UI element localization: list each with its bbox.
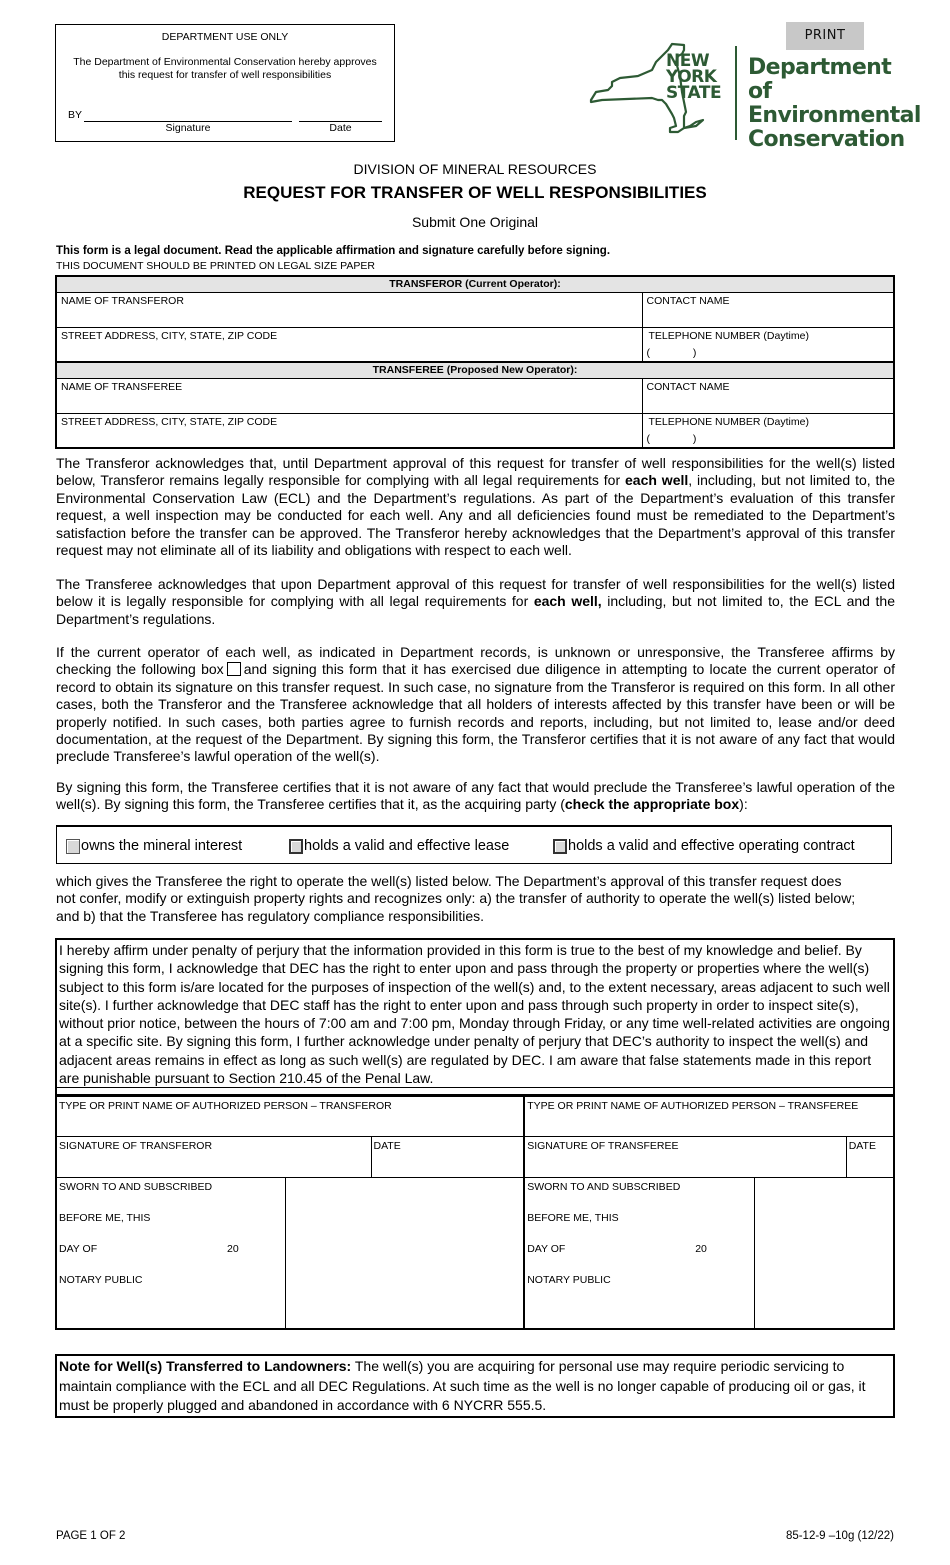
unknown-operator-checkbox[interactable] [227,662,241,676]
valid-lease-label: holds a valid and effective lease [304,838,510,854]
transferor-name-label: NAME OF TRANSFEROR [61,294,184,307]
transferee-phone-label: TELEPHONE NUMBER (Daytime) [648,415,809,428]
transferee-authorized-name-field[interactable] [524,1096,894,1136]
dept-date-label: Date [329,122,352,134]
legal-notice: This form is a legal document. Read the applicable affirmation and signature carefully before signing. [56,245,611,257]
unknown-operator-paragraph: If the current operator of each well, as indicated in Department records, is unknown or unresponsive, the Transferee affirms by checking the following box and signing this form that it has exercised due diligence in attempting to locate the current operator of record to obtain its signature on this transfer request. In such case, no signature from the Transferor is required on this form. In all other cases, both the Transferor and the Transferee acknowledge that all holders of interests affected by this transfer have been or will be properly notified. In such cases, both parties agree to furnish records and reports, including, but not limited to, lease and/or deed documentation, at the request of the Department. By signing this form, the Transferor certifies that it is not aware of any fact that would preclude Transferee’s lawful operation of the well(s). [56,644,895,765]
transferor-date-label: DATE [373,1139,401,1152]
logo-divider [735,46,737,140]
transferee-certification: By signing this form, the Transferee certifies that it is not aware of any fact that would preclude the Transferee’s lawful operation of the well(s). By signing this form, the Transferee certifies that it, as the acquiring party (check the appropriate box): [56,779,895,813]
party-information-table [55,275,895,449]
transferee-address-field[interactable] [56,413,642,448]
transferor-authorized-name-label: TYPE OR PRINT NAME OF AUTHORIZED PERSON – TRANSFEROR [59,1100,392,1112]
option-valid-lease[interactable] [289,838,509,854]
nys-dec-logo [588,42,921,152]
transferor-signature-label: SIGNATURE OF TRANSFEROR [59,1139,213,1152]
transferor-name-field[interactable] [56,292,642,327]
by-label: BY [68,109,83,121]
page-number: PAGE 1 OF 2 [56,1530,126,1542]
transferee-contact-field[interactable] [642,378,894,413]
owns-mineral-interest-label: owns the mineral interest [81,838,243,854]
paper-size-notice: THIS DOCUMENT SHOULD BE PRINTED ON LEGAL SIZE PAPER [56,260,375,272]
transferee-notary-stamp-area[interactable] [755,1178,893,1328]
transferee-notary-block [524,1177,894,1329]
dept-use-title: DEPARTMENT USE ONLY [161,31,289,43]
transferee-signature-field[interactable] [524,1136,846,1177]
transferor-contact-label: CONTACT NAME [646,294,730,307]
division-name: DIVISION OF MINERAL RESOURCES [353,161,597,177]
transferor-notary-stamp-area[interactable] [286,1178,523,1328]
print-button[interactable]: PRINT [786,22,864,50]
transferor-section-header: TRANSFEROR (Current Operator): [56,276,894,292]
transferee-date-field[interactable] [846,1136,894,1177]
department-use-box [55,24,395,142]
transferor-address-label: STREET ADDRESS, CITY, STATE, ZIP CODE [61,329,278,342]
transferee-contact-label: CONTACT NAME [646,380,730,393]
submit-instruction: Submit One Original [411,214,539,230]
transferee-phone-area-code: ( ) [646,432,697,445]
transferor-signature-field[interactable] [56,1136,371,1177]
form-title: REQUEST FOR TRANSFER OF WELL RESPONSIBILITIES [243,183,707,202]
transferee-authorized-name-label: TYPE OR PRINT NAME OF AUTHORIZED PERSON – TRANSFEREE [527,1100,859,1112]
transferee-address-label: STREET ADDRESS, CITY, STATE, ZIP CODE [61,415,278,428]
transferor-phone-field[interactable] [642,327,894,362]
operating-contract-checkbox[interactable] [553,839,567,854]
transferor-acknowledgement: The Transferor acknowledges that, until Department approval of this request for transfer of well responsibilities for the well(s) listed below, Transferor remains legally responsible for complying with all legal requirements for each well, including, but not limited to, the Environmental Conservation Law (ECL) and the Department’s regulations. As part of the Department’s evaluation of this transfer request, a well inspection may be conducted for each well. Any and all deficiencies found must be remediated to the Department’s satisfaction before the transfer can be approved. The Transferor hereby acknowledges that the Department’s approval of this transfer request may not eliminate all of its liability and obligations with respect to each well. [56,455,895,559]
transferor-phone-label: TELEPHONE NUMBER (Daytime) [648,329,809,342]
transferee-date-label: DATE [848,1139,876,1152]
transferor-notary-labels: SWORN TO AND SUBSCRIBED BEFORE ME, THIS DAY OF 20 NOTARY PUBLIC [57,1178,286,1328]
transferee-signature-label: SIGNATURE OF TRANSFEREE [527,1139,679,1152]
option-operating-contract[interactable] [553,838,855,854]
dept-signature-label: Signature [165,122,211,134]
transferee-acknowledgement: The Transferee acknowledges that upon Department approval of this request for transfer of well responsibilities for the well(s) listed below it is legally responsible for complying with all legal requirements for each well, including, but not limited to, the ECL and the Department’s regulations. [56,576,895,627]
transferor-address-field[interactable] [56,327,642,362]
transferor-date-field[interactable] [371,1136,524,1177]
option-owns-mineral-interest[interactable] [66,838,242,854]
form-number: 85-12-9 –10g (12/22) [785,1530,894,1542]
owns-mineral-interest-checkbox[interactable] [66,839,80,854]
transferee-section-header: TRANSFEREE (Proposed New Operator): [56,362,894,378]
property-rights-paragraph: which gives the Transferee the right to operate the well(s) listed below. The Department’s approval of this transfer request does not confer, modify or extinguish property rights and recognizes only: a) the transfer of authority to operate the well(s) listed below; and b) that the Transferee has regulatory compliance responsibilities. [56,873,856,924]
transferor-notary-block [56,1177,524,1329]
new-york-state-wordmark: NEW YORK STATE [666,51,722,103]
transferee-phone-field[interactable] [642,413,894,448]
dept-approval-text: The Department of Environmental Conservation hereby approves this request for transfer of well responsibilities [73,56,377,81]
acquiring-party-options [56,825,892,864]
transferee-name-label: NAME OF TRANSFEREE [61,380,183,393]
transferor-contact-field[interactable] [642,292,894,327]
transferee-notary-labels: SWORN TO AND SUBSCRIBED BEFORE ME, THIS DAY OF 20 NOTARY PUBLIC [525,1178,755,1328]
affirmation-statement: I hereby affirm under penalty of perjury that the information provided in this form is true to the best of my knowledge and belief. By signing this form, I acknowledge that DEC has the right to enter upon and pass through the property or properties where the well(s) subject to this form is/are located for the purposes of inspection of the well(s) and, to the extent necessary, areas adjacent to such well site(s). I further acknowledge that DEC staff has the right to enter upon and pass through such property in order to inspect site(s), without prior notice, between the hours of 7:00 am and 7:00 pm, Monday through Friday, or any time well-related activities are ongoing at a specific site. By signing this form, I further acknowledge under penalty of perjury that DEC’s authority to inspect the well(s) and adjacent areas remains in effect as long as such well(s) are regulated by DEC. I am aware that false statements made in this report are punishable pursuant to Section 210.45 of the Penal Law. [55,938,895,1088]
operating-contract-label: holds a valid and effective operating contract [568,838,855,854]
valid-lease-checkbox[interactable] [289,839,303,854]
dec-wordmark: Department of Environmental Conservation [748,55,921,152]
transferee-name-field[interactable] [56,378,642,413]
transferor-phone-area-code: ( ) [646,346,697,359]
transferor-authorized-name-field[interactable] [56,1096,524,1136]
landowner-note: Note for Well(s) Transferred to Landowners: The well(s) you are acquiring for personal use may require periodic servicing to maintain compliance with the ECL and all DEC Regulations. At such time as the well is no longer capable of producing oil or gas, it must be properly plugged and abandoned in accordance with 6 NYCRR 555.5. [55,1354,895,1418]
signature-table [55,1095,895,1330]
